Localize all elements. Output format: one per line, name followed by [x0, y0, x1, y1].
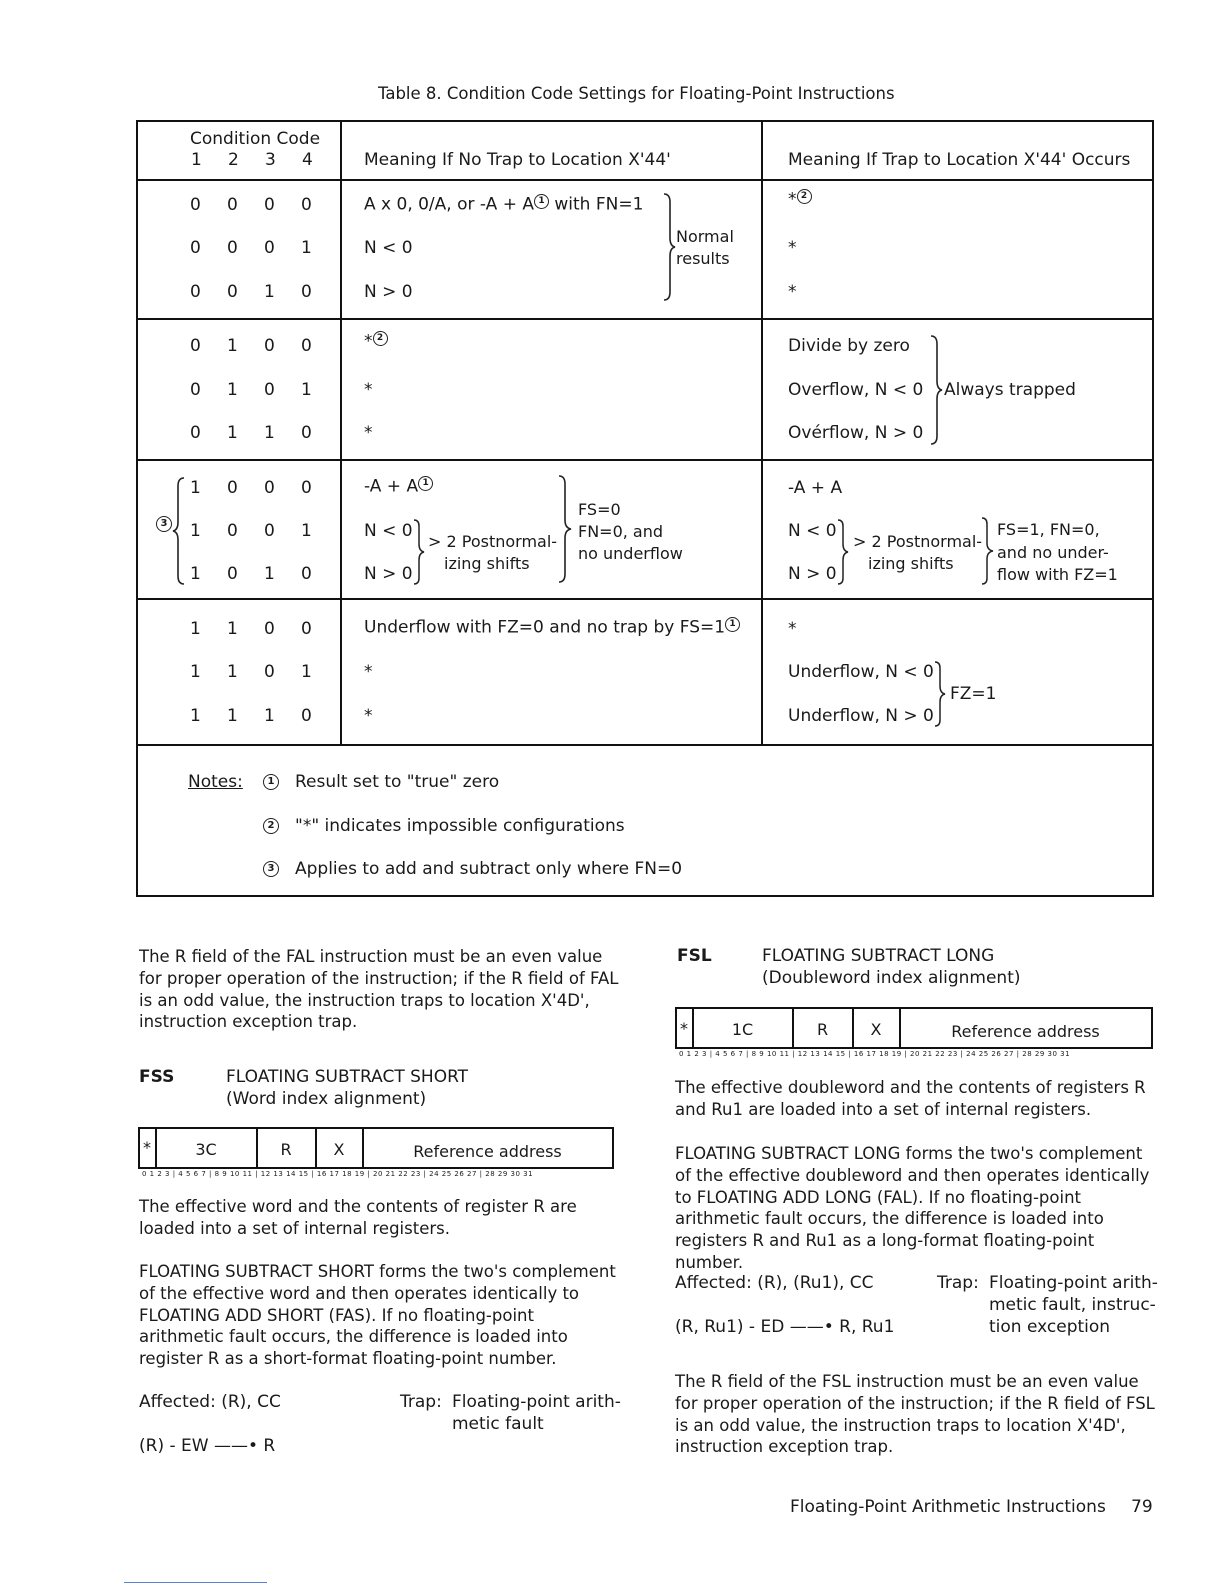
code-digit: 0: [264, 619, 275, 639]
g3-fs1: FS=1, FN=0,: [997, 520, 1100, 539]
code-digit: 0: [264, 478, 275, 498]
note-2-marker: 2: [373, 331, 388, 346]
fsl-ref-field: Reference address: [951, 1022, 1100, 1041]
code-digit: 1: [301, 521, 312, 541]
note-1-marker: 1: [418, 476, 433, 491]
code-digit: 1: [264, 706, 275, 726]
g4-nt-2: *: [364, 662, 373, 682]
note-3-text: Applies to add and subtract only where FN=0: [295, 859, 683, 879]
no-trap-header: Meaning If No Trap to Location X'44': [364, 150, 671, 170]
right-brace-icon: [929, 334, 943, 446]
code-digit: 0: [227, 238, 238, 258]
fsl-subtitle: (Doubleword index alignment): [762, 968, 1021, 988]
fsl-trap-line-3: tion exception: [989, 1317, 1111, 1337]
g1-t-2: *: [788, 238, 797, 258]
footer-rule: [124, 1582, 267, 1583]
fsl-operation: (R, Ru1) - ED ——• R, Ru1: [675, 1317, 895, 1337]
code-digit: 0: [301, 619, 312, 639]
fsl-p3: The R field of the FSL instruction must be an even value for proper operation of the instruction; if the R field of FSL is an odd value, the instruction traps to location X'4D', instruction exception trap.: [675, 1372, 1155, 1457]
g3-t-2: N < 0: [788, 521, 837, 541]
fss-mnemonic: FSS: [139, 1067, 175, 1087]
fsl-star: *: [680, 1019, 688, 1038]
fsl-p2: FLOATING SUBTRACT LONG forms the two's complement of the effective doubleword and then operates identically to FLOATING ADD LONG (FAL). If no floating-point arithmetic fault occurs, the difference is loaded into registers R and Ru1 as a long-format floating-point number.: [675, 1144, 1150, 1272]
right-brace-icon: [557, 474, 573, 586]
code-digit: 0: [190, 423, 201, 443]
fsl-p1: The effective doubleword and the contents of registers R and Ru1 are loaded into a set of internal registers.: [675, 1078, 1146, 1119]
fss-ref-field: Reference address: [413, 1142, 562, 1161]
g2-nt-2: *: [364, 380, 373, 400]
cc-bit-2: 2: [228, 150, 239, 170]
fal-note: The R field of the FAL instruction must be an even value for proper operation of the instruction; if the R field of FAL is an odd value, the instruction traps to location X'4D', instruction exception trap.: [139, 947, 619, 1032]
code-digit: 0: [190, 380, 201, 400]
right-brace-icon: [662, 192, 676, 302]
code-digit: 1: [227, 423, 238, 443]
g3-no-under: and no under-: [997, 543, 1109, 562]
code-digit: 0: [264, 521, 275, 541]
right-brace-icon: [412, 518, 426, 586]
code-digit: 1: [301, 380, 312, 400]
code-digit: 0: [227, 564, 238, 584]
g3-nt-postnormal: > 2 Postnormal-: [428, 532, 558, 551]
g3-t-1: -A + A: [788, 478, 843, 498]
code-digit: 0: [264, 195, 275, 215]
code-digit: 1: [227, 662, 238, 682]
fss-p1: The effective word and the contents of register R are loaded into a set of internal registers.: [139, 1197, 577, 1238]
fss-star: *: [143, 1138, 151, 1157]
right-brace-icon: [933, 660, 947, 728]
g4-t-1: *: [788, 619, 797, 639]
code-digit: 0: [264, 662, 275, 682]
right-brace-icon: [980, 516, 996, 586]
fss-trap-line-2: metic fault: [452, 1414, 544, 1434]
cc-bit-4: 4: [302, 150, 313, 170]
fss-p2: FLOATING SUBTRACT SHORT forms the two's complement of the effective word and then operates identically to FLOATING ADD SHORT (FAS). If no floating-point arithmetic fault occurs, the difference is loaded into register R as a short-format floating-point number.: [139, 1262, 616, 1369]
g3-t-izing: izing shifts: [868, 554, 954, 573]
code-digit: 1: [264, 282, 275, 302]
table-caption: Table 8. Condition Code Settings for Floating-Point Instructions: [378, 84, 895, 103]
left-brace-icon: [172, 476, 186, 586]
code-digit: 0: [227, 282, 238, 302]
fsl-trap-line-1: Floating-point arith-: [989, 1273, 1158, 1293]
code-digit: 0: [301, 423, 312, 443]
code-digit: 1: [301, 238, 312, 258]
cc-header: Condition Code: [190, 129, 321, 149]
code-digit: 1: [227, 619, 238, 639]
g3-fs0: FS=0: [578, 500, 621, 519]
note-1-marker: 1: [534, 194, 549, 209]
page-number: 79: [1131, 1497, 1153, 1517]
code-digit: 0: [301, 336, 312, 356]
code-digit: 0: [301, 706, 312, 726]
fss-operation: (R) - EW ——• R: [139, 1436, 276, 1456]
fsl-mnemonic: FSL: [677, 946, 712, 966]
fsl-bit-ruler: 0 1 2 3 | 4 5 6 7 | 8 9 10 11 | 12 13 14 15 | 16 17 18 19 | 20 21 22 23 | 24 25 26 27 | 28 29 30 31: [679, 1050, 1071, 1058]
fss-bit-ruler: 0 1 2 3 | 4 5 6 7 | 8 9 10 11 | 12 13 14 15 | 16 17 18 19 | 20 21 22 23 | 24 25 26 27 | 28 29 30 31: [142, 1170, 534, 1178]
fss-r-field: R: [280, 1140, 292, 1159]
g1-nt-2: N < 0: [364, 238, 413, 258]
code-digit: 1: [227, 706, 238, 726]
note-marker: 3: [263, 861, 279, 877]
code-digit: 0: [301, 195, 312, 215]
fss-title: FLOATING SUBTRACT SHORT: [226, 1067, 469, 1087]
g1-t-3: *: [788, 282, 797, 302]
g2-t-2: Overflow, N < 0: [788, 380, 924, 400]
g3-nt-izing: izing shifts: [444, 554, 530, 573]
code-digit: 1: [190, 521, 201, 541]
g1-nt-3: N > 0: [364, 282, 413, 302]
g3-nt-3: N > 0: [364, 564, 413, 584]
fsl-opcode: 1C: [731, 1020, 754, 1039]
note-1-text: Result set to "true" zero: [295, 772, 500, 792]
g2-nt-3: *: [364, 423, 373, 443]
code-digit: 0: [264, 336, 275, 356]
code-digit: 1: [301, 662, 312, 682]
code-digit: 0: [190, 282, 201, 302]
code-digit: 0: [227, 478, 238, 498]
code-digit: 1: [264, 564, 275, 584]
g4-t-3: Underflow, N > 0: [788, 706, 934, 726]
code-digit: 0: [301, 564, 312, 584]
code-digit: 1: [190, 619, 201, 639]
g3-t-postnormal: > 2 Postnormal-: [853, 532, 983, 551]
trap-header: Meaning If Trap to Location X'44' Occurs: [788, 150, 1131, 170]
g3-no-underflow: no underflow: [578, 544, 683, 563]
note-3-marker: 3: [156, 516, 172, 532]
g3-fz1: flow with FZ=1: [997, 565, 1118, 584]
fss-subtitle: (Word index alignment): [226, 1089, 427, 1109]
fsl-r-field: R: [816, 1020, 829, 1039]
right-brace-icon: [836, 518, 850, 586]
g3-nt-1: -A + A 1: [364, 476, 433, 497]
code-digit: 0: [190, 336, 201, 356]
g2-nt-1: * 2: [364, 331, 388, 352]
results-label: results: [676, 249, 730, 268]
note-marker: 2: [263, 818, 279, 834]
code-digit: 1: [190, 662, 201, 682]
code-digit: 0: [301, 282, 312, 302]
code-digit: 0: [190, 238, 201, 258]
fss-opcode: 3C: [195, 1140, 217, 1159]
cc-bit-1: 1: [191, 150, 202, 170]
note-marker: 1: [263, 774, 279, 790]
fss-trap-label: Trap:: [400, 1392, 442, 1412]
code-digit: 0: [227, 521, 238, 541]
fsl-x-field: X: [870, 1020, 882, 1039]
fsl-title: FLOATING SUBTRACT LONG: [762, 946, 995, 966]
code-digit: 1: [190, 478, 201, 498]
g1-t-1: * 2: [788, 189, 812, 210]
fss-trap-line-1: Floating-point arith-: [452, 1392, 621, 1412]
notes-label: Notes:: [188, 772, 243, 792]
code-digit: 1: [227, 336, 238, 356]
normal-label: Normal: [676, 227, 734, 246]
footer-section: Floating-Point Arithmetic Instructions: [790, 1497, 1106, 1517]
code-digit: 0: [264, 238, 275, 258]
code-digit: 0: [301, 478, 312, 498]
always-trapped-label: Always trapped: [944, 380, 1076, 400]
fz1-label: FZ=1: [950, 684, 997, 704]
code-digit: 1: [190, 706, 201, 726]
g4-nt-3: *: [364, 706, 373, 726]
code-digit: 0: [190, 195, 201, 215]
g3-nt-2: N < 0: [364, 521, 413, 541]
g3-t-3: N > 0: [788, 564, 837, 584]
g4-t-2: Underflow, N < 0: [788, 662, 934, 682]
fss-x-field: X: [333, 1140, 345, 1159]
fss-affected: Affected: (R), CC: [139, 1392, 281, 1412]
g2-t-1: Divide by zero: [788, 336, 910, 356]
code-digit: 1: [227, 380, 238, 400]
fsl-trap-label: Trap:: [937, 1273, 979, 1293]
note-2-marker: 2: [797, 189, 812, 204]
code-digit: 0: [264, 380, 275, 400]
g3-fn0: FN=0, and: [578, 522, 664, 541]
g2-t-3: Ovérflow, N > 0: [788, 423, 924, 443]
code-digit: 1: [190, 564, 201, 584]
fsl-trap-line-2: metic fault, instruc-: [989, 1295, 1156, 1315]
note-2-text: "*" indicates impossible configurations: [295, 816, 625, 836]
g1-nt-1: A x 0, 0/A, or -A + A 1 with FN=1: [364, 194, 644, 215]
cc-bit-3: 3: [265, 150, 276, 170]
fsl-affected: Affected: (R), (Ru1), CC: [675, 1273, 874, 1293]
code-digit: 1: [264, 423, 275, 443]
g4-nt-1: Underflow with FZ=0 and no trap by FS=1 1: [364, 617, 740, 638]
note-1-marker: 1: [725, 617, 740, 632]
code-digit: 0: [227, 195, 238, 215]
